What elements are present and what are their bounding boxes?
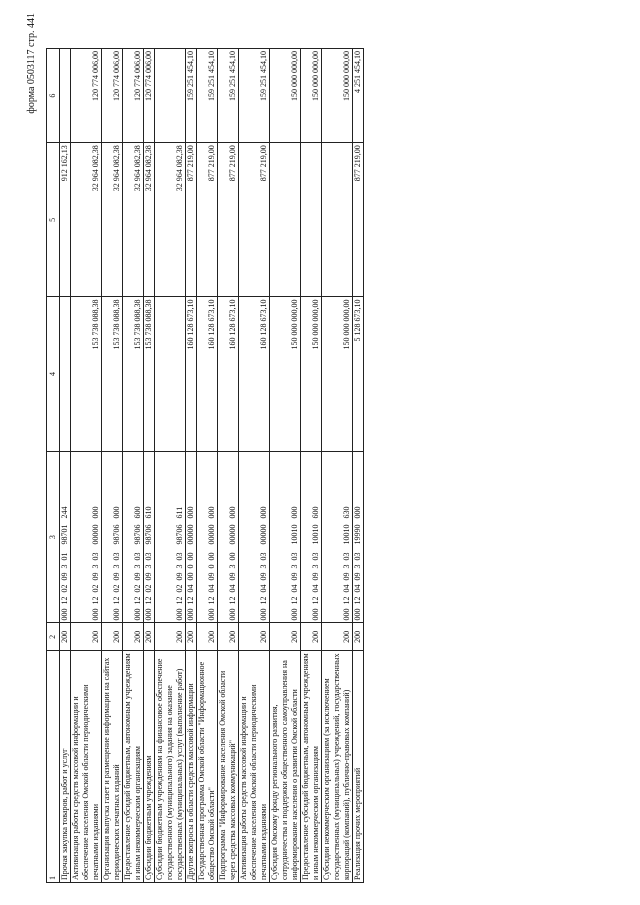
row-name-cell: Реализация прочих мероприятий: [353, 651, 364, 883]
row-approved-amount-cell: 153 738 088,38: [144, 297, 155, 451]
row-line-code-cell: 200: [155, 623, 186, 651]
column-header-4: 4: [47, 297, 60, 451]
row-name-cell: Субсидии некоммерческим организациям (за исключением государственных (муниципальных) учреждений, государственных корпораций (компаний), публично-правовых компаний): [322, 651, 353, 883]
row-name-cell: Организация выпуска газет и размещение информации на сайтах периодических печатных изданий: [102, 651, 123, 883]
table-row: [102, 49, 123, 883]
row-name-cell: Предоставление субсидий бюджетным, автономным учреждениям и иным некоммерческим организациям: [301, 651, 322, 883]
row-executed-amount-cell: 877 219,00: [239, 143, 270, 297]
row-line-code-cell: 200: [123, 623, 144, 651]
row-line-code-cell: 200: [270, 623, 301, 651]
table-row: [197, 49, 218, 883]
row-approved-amount-cell: 150 000 000,00: [301, 297, 322, 451]
row-approved-amount-cell: 153 738 088,38: [123, 297, 144, 451]
row-unexecuted-amount-cell: 150 000 000,00: [270, 49, 301, 143]
row-unexecuted-amount-cell: 159 251 454,10: [239, 49, 270, 143]
row-approved-amount-cell: 150 000 000,00: [322, 297, 353, 451]
row-name-cell: Прочая закупка товаров, работ и услуг: [60, 651, 71, 883]
header-row: [47, 49, 60, 883]
table-row: [71, 49, 102, 883]
table-row: [353, 49, 364, 883]
row-unexecuted-amount-cell: [60, 49, 71, 143]
row-unexecuted-amount-cell: 120 774 006,00: [123, 49, 144, 143]
row-classification-code-cell: 000 12 02 09 3 03 98706 610: [144, 451, 155, 623]
table-row: [155, 49, 186, 883]
column-header-2: 2: [47, 623, 60, 651]
row-classification-code-cell: 000 12 02 09 3 03 98706 600: [123, 451, 144, 623]
row-line-code-cell: 200: [353, 623, 364, 651]
row-executed-amount-cell: 877 219,00: [353, 143, 364, 297]
row-unexecuted-amount-cell: 159 251 454,10: [186, 49, 197, 143]
row-approved-amount-cell: [155, 297, 186, 451]
row-classification-code-cell: 000 12 02 09 3 01 98701 244: [60, 451, 71, 623]
row-line-code-cell: 200: [60, 623, 71, 651]
row-classification-code-cell: 000 12 04 09 3 03 00000 000: [239, 451, 270, 623]
row-classification-code-cell: 000 12 04 09 3 00 00000 000: [218, 451, 239, 623]
row-name-cell: Другие вопросы в области средств массовой информации: [186, 651, 197, 883]
row-name-cell: Предоставление субсидий бюджетным, автономным учреждениям и иным некоммерческим организациям: [123, 651, 144, 883]
row-unexecuted-amount-cell: 120 774 006,00: [144, 49, 155, 143]
table-row: [322, 49, 353, 883]
row-unexecuted-amount-cell: 120 774 006,00: [71, 49, 102, 143]
row-executed-amount-cell: 912 162,13: [60, 143, 71, 297]
row-executed-amount-cell: [301, 143, 322, 297]
row-executed-amount-cell: 32 964 082,38: [71, 143, 102, 297]
column-header-1: 1: [47, 651, 60, 883]
row-line-code-cell: 200: [102, 623, 123, 651]
row-unexecuted-amount-cell: 150 000 000,00: [301, 49, 322, 143]
row-executed-amount-cell: [322, 143, 353, 297]
row-name-cell: Субсидии бюджетным учреждениям на финансовое обеспечение государственного (муниципального) задания на оказание государственных (муниципальных) услуг (выполнение работ): [155, 651, 186, 883]
row-unexecuted-amount-cell: 150 000 000,00: [322, 49, 353, 143]
row-approved-amount-cell: [60, 297, 71, 451]
row-executed-amount-cell: [270, 143, 301, 297]
row-approved-amount-cell: 153 738 088,38: [71, 297, 102, 451]
row-executed-amount-cell: 32 964 082,38: [155, 143, 186, 297]
row-line-code-cell: 200: [197, 623, 218, 651]
table-row: [301, 49, 322, 883]
row-classification-code-cell: 000 12 02 09 3 03 98706 611: [155, 451, 186, 623]
row-classification-code-cell: 000 12 02 09 3 03 00000 000: [71, 451, 102, 623]
row-approved-amount-cell: 160 128 673,10: [218, 297, 239, 451]
row-name-cell: Субсидия Омскому фонду регионального развития, сотрудничества и поддержки общественного самоуправления на информирование населения о развитии Омской области: [270, 651, 301, 883]
row-classification-code-cell: 000 12 04 09 3 03 10010 000: [270, 451, 301, 623]
table-row: [270, 49, 301, 883]
column-header-5: 5: [47, 143, 60, 297]
row-classification-code-cell: 000 12 04 09 3 03 10010 600: [301, 451, 322, 623]
budget-table: [46, 48, 364, 883]
row-unexecuted-amount-cell: 120 774 006,00: [102, 49, 123, 143]
table-row: [218, 49, 239, 883]
row-approved-amount-cell: 150 000 000,00: [270, 297, 301, 451]
table-row: [239, 49, 270, 883]
row-unexecuted-amount-cell: [155, 49, 186, 143]
row-line-code-cell: 200: [322, 623, 353, 651]
row-unexecuted-amount-cell: 4 251 454,10: [353, 49, 364, 143]
row-name-cell: Подпрограмма "Информирование населения Омской области через средства массовых коммуникаций": [218, 651, 239, 883]
row-line-code-cell: 200: [71, 623, 102, 651]
table-row: [60, 49, 71, 883]
row-classification-code-cell: 000 12 04 09 0 00 00000 000: [197, 451, 218, 623]
table-row: [186, 49, 197, 883]
table-row: [123, 49, 144, 883]
row-unexecuted-amount-cell: 159 251 454,10: [218, 49, 239, 143]
row-unexecuted-amount-cell: 159 251 454,10: [197, 49, 218, 143]
row-classification-code-cell: 000 12 04 09 3 03 10010 630: [322, 451, 353, 623]
row-approved-amount-cell: 160 128 673,10: [239, 297, 270, 451]
row-executed-amount-cell: 32 964 082,38: [144, 143, 155, 297]
row-line-code-cell: 200: [218, 623, 239, 651]
row-name-cell: Активизация работы средств массовой информации и обеспечение населения Омской области периодическими печатными изданиями: [71, 651, 102, 883]
row-executed-amount-cell: 877 219,00: [197, 143, 218, 297]
row-classification-code-cell: 000 12 02 09 3 03 98706 000: [102, 451, 123, 623]
row-approved-amount-cell: 5 128 673,10: [353, 297, 364, 451]
row-line-code-cell: 200: [144, 623, 155, 651]
row-approved-amount-cell: 153 738 088,38: [102, 297, 123, 451]
row-approved-amount-cell: 160 128 673,10: [197, 297, 218, 451]
row-executed-amount-cell: 877 219,00: [186, 143, 197, 297]
row-approved-amount-cell: 160 128 673,10: [186, 297, 197, 451]
table-row: [144, 49, 155, 883]
row-classification-code-cell: 000 12 04 09 3 03 19990 000: [353, 451, 364, 623]
row-name-cell: Активизация работы средств массовой информации и обеспечение населения Омской области периодическими печатными изданиями: [239, 651, 270, 883]
row-name-cell: Субсидии бюджетным учреждениям: [144, 651, 155, 883]
row-name-cell: Государственная программа Омской области "Информационное общество Омской области": [197, 651, 218, 883]
form-caption: форма 0503117 стр. 441: [26, 13, 37, 114]
row-line-code-cell: 200: [239, 623, 270, 651]
column-header-3: 3: [47, 451, 60, 623]
column-header-6: 6: [47, 49, 60, 143]
row-executed-amount-cell: 32 964 082,38: [102, 143, 123, 297]
row-line-code-cell: 200: [186, 623, 197, 651]
row-executed-amount-cell: 877 219,00: [218, 143, 239, 297]
row-classification-code-cell: 000 12 04 00 0 00 00000 000: [186, 451, 197, 623]
rotated-page: [26, 13, 626, 883]
row-line-code-cell: 200: [301, 623, 322, 651]
row-executed-amount-cell: 32 964 082,38: [123, 143, 144, 297]
